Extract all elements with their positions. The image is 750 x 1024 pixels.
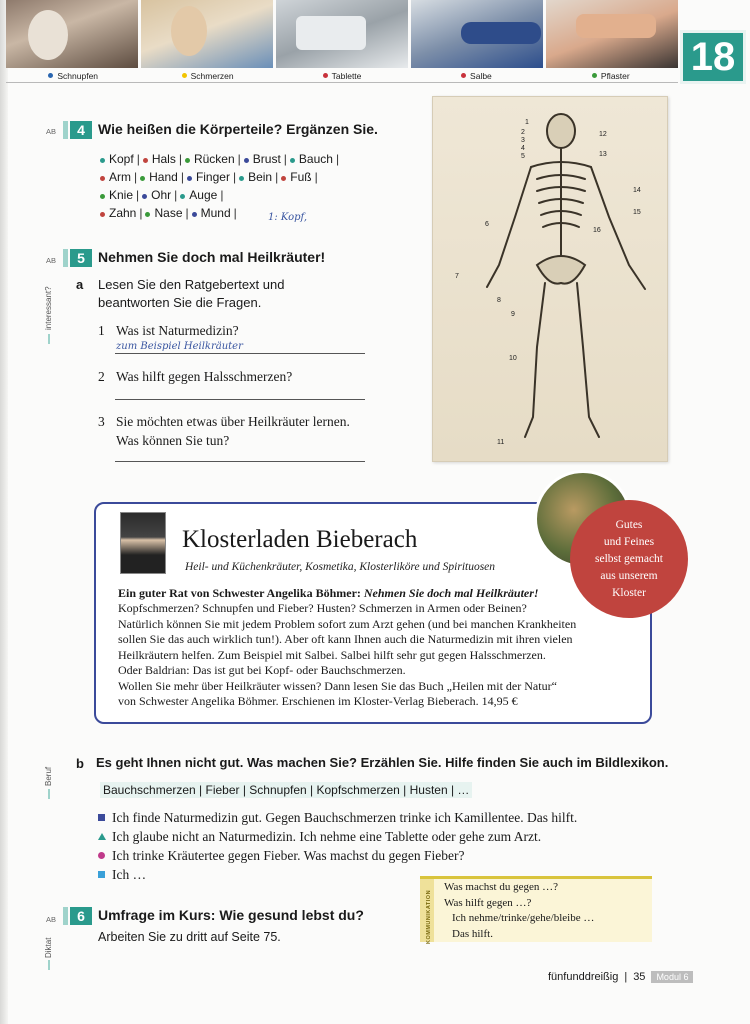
body-part-word bbox=[143, 152, 176, 166]
ab-label: AB bbox=[46, 127, 57, 136]
separator: | bbox=[314, 170, 318, 184]
body-part-word bbox=[290, 152, 333, 166]
photo-pflaster bbox=[546, 0, 678, 68]
color-dot bbox=[100, 212, 105, 217]
triangle-bullet-icon bbox=[98, 833, 106, 840]
modul-tag: Modul 6 bbox=[651, 971, 693, 983]
example-sentences bbox=[98, 808, 577, 884]
caption-item bbox=[409, 69, 543, 82]
separator: | bbox=[174, 188, 178, 202]
example-text: Ich glaube nicht an Naturmedizin. Ich nehme eine Tablette oder gehe zum Arzt. bbox=[112, 829, 542, 844]
chapter-number: 18 bbox=[680, 30, 746, 84]
skeleton-label: 10 bbox=[509, 355, 517, 362]
word-text: Bauch bbox=[298, 152, 333, 166]
phrase-line: Das hilft. bbox=[452, 927, 493, 940]
separator: | bbox=[237, 152, 241, 166]
color-dot bbox=[48, 73, 53, 78]
body-line: Kopfschmerzen? Schnupfen und Fieber? Husten? Schmerzen in Armen oder Beinen? bbox=[118, 601, 527, 615]
separator: | bbox=[185, 206, 189, 220]
skeleton-label: 12 bbox=[599, 131, 607, 138]
skeleton-label: 16 bbox=[593, 227, 601, 234]
side-label-interessant: interessant? bbox=[44, 286, 53, 330]
skeleton-label: 13 bbox=[599, 151, 607, 158]
body-part-word bbox=[180, 188, 217, 202]
skeleton-label: 9 bbox=[511, 311, 515, 318]
separator: | bbox=[134, 170, 138, 184]
color-dot bbox=[239, 176, 244, 181]
body-line: von Schwester Angelika Böhmer. Erschienen im Kloster-Verlag Bieberach. 14,95 € bbox=[118, 694, 518, 708]
separator: | bbox=[233, 206, 237, 220]
question-3 bbox=[98, 412, 350, 450]
question-number: 2 bbox=[98, 369, 105, 384]
color-dot bbox=[323, 73, 328, 78]
caption-item bbox=[544, 69, 678, 82]
body-part-word bbox=[100, 206, 136, 220]
color-dot bbox=[192, 212, 197, 217]
wordlist-line bbox=[100, 168, 370, 186]
body-part-word bbox=[281, 170, 311, 184]
word-text: Zahn bbox=[109, 206, 137, 220]
side-label-beruf: Beruf bbox=[44, 766, 53, 786]
color-dot bbox=[180, 194, 185, 199]
body-line: Oder Baldrian: Das ist gut bei Kopf- oder Bauchschmerzen. bbox=[118, 663, 406, 677]
kommunikation-phrases bbox=[444, 880, 594, 942]
caption-item bbox=[140, 69, 274, 82]
skeleton-label: 7 bbox=[455, 273, 459, 280]
separator: | bbox=[136, 152, 140, 166]
color-dot bbox=[461, 73, 466, 78]
badge-line: und Feines bbox=[603, 535, 655, 548]
separator: | bbox=[178, 152, 182, 166]
color-dot bbox=[100, 158, 105, 163]
example-text: Ich … bbox=[112, 867, 147, 882]
separator: | bbox=[335, 152, 340, 166]
kommunikation-tag: KOMMUNIKATION bbox=[426, 889, 432, 944]
body-line: sollen Sie das auch wirklich tun!). Aber oft kann Ihnen auch die Naturmedizin mit ihren vielen bbox=[118, 632, 573, 646]
body-part-word bbox=[192, 206, 231, 220]
word-text: Brust bbox=[252, 152, 281, 166]
exercise-number: 5 bbox=[70, 249, 92, 267]
color-dot bbox=[185, 158, 190, 163]
body-part-word bbox=[100, 170, 131, 184]
lead-bold: Ein guter Rat von Schwester Angelika Böhmer: bbox=[118, 586, 361, 600]
body-part-word bbox=[239, 170, 272, 184]
color-dot bbox=[143, 158, 148, 163]
footer-divider: | bbox=[624, 971, 628, 983]
color-dot bbox=[290, 158, 295, 163]
side-label-diktat: Diktat bbox=[44, 937, 53, 958]
photo-tablette bbox=[276, 0, 408, 68]
side-marker bbox=[48, 789, 50, 799]
body-line: Heilkräutern helfen. Zum Beispiel mit Salbei. Salbei hilft sehr gut gegen Halsschmerzen. bbox=[118, 647, 546, 662]
badge-line: aus unserem bbox=[600, 569, 658, 582]
book-spine-shadow bbox=[0, 0, 8, 1024]
body-line: Natürlich können Sie mit jedem Problem sofort zum Arzt gehen (und bei manchen Krankheiten bbox=[118, 616, 577, 631]
skeleton-illustration bbox=[432, 96, 668, 462]
nun-photo bbox=[120, 512, 166, 574]
word-text: Ohr bbox=[151, 188, 172, 202]
color-dot bbox=[145, 212, 150, 217]
example-line bbox=[98, 846, 577, 865]
color-dot bbox=[592, 73, 597, 78]
phrase-line: Was machst du gegen …? bbox=[444, 881, 558, 893]
question-number: 1 bbox=[98, 323, 105, 338]
body-part-word bbox=[145, 206, 182, 220]
caption-text: Pflaster bbox=[600, 70, 630, 81]
caption-item bbox=[275, 69, 409, 82]
separator: | bbox=[220, 188, 224, 202]
skeleton-label: 3 bbox=[521, 137, 525, 144]
color-dot bbox=[100, 176, 105, 181]
kloster-badge bbox=[570, 500, 688, 618]
exercise-title: Nehmen Sie doch mal Heilkräuter! bbox=[98, 249, 326, 265]
example-line bbox=[98, 827, 577, 846]
body-part-word bbox=[100, 152, 134, 166]
skeleton-drawing bbox=[433, 97, 669, 463]
klosterladen-subtitle: Heil- und Küchenkräuter, Kosmetika, Klosterliköre und Spirituosen bbox=[185, 561, 496, 573]
skeleton-label: 14 bbox=[633, 187, 641, 194]
square-bullet-icon bbox=[98, 871, 105, 878]
subtask-b-instruction: Es geht Ihnen nicht gut. Was machen Sie? Erzählen Sie. Hilfe finden Sie auch im Bildlexikon. bbox=[96, 755, 669, 770]
page-word: fünfunddreißig bbox=[548, 971, 619, 983]
subtask-instruction bbox=[98, 276, 284, 312]
example-line bbox=[98, 808, 577, 827]
separator: | bbox=[275, 170, 279, 184]
page-number: 35 bbox=[633, 971, 646, 983]
color-dot bbox=[182, 73, 187, 78]
skeleton-label: 6 bbox=[485, 221, 489, 228]
body-part-word bbox=[100, 188, 133, 202]
separator: | bbox=[180, 170, 184, 184]
body-part-word bbox=[244, 152, 281, 166]
color-dot bbox=[100, 194, 105, 199]
color-dot bbox=[140, 176, 145, 181]
caption-text: Salbe bbox=[470, 70, 492, 81]
word-text: Knie bbox=[109, 188, 134, 202]
side-marker bbox=[48, 334, 50, 344]
question-text: Was können Sie tun? bbox=[116, 433, 230, 448]
word-text: Bein bbox=[248, 170, 273, 184]
body-part-word bbox=[185, 152, 235, 166]
circle-bullet-icon bbox=[98, 852, 105, 859]
question-text: Sie möchten etwas über Heilkräuter lernen. bbox=[116, 414, 350, 429]
skeleton-label: 4 bbox=[521, 145, 525, 152]
exercise-title: Wie heißen die Körperteile? Ergänzen Sie. bbox=[98, 121, 378, 137]
body-part-word bbox=[140, 170, 178, 184]
color-dot bbox=[281, 176, 286, 181]
separator: | bbox=[136, 188, 140, 202]
exercise-subtitle: Arbeiten Sie zu dritt auf Seite 75. bbox=[98, 930, 281, 944]
word-text: Mund bbox=[200, 206, 231, 220]
word-text: Kopf bbox=[109, 152, 134, 166]
answer-line-1[interactable] bbox=[115, 353, 365, 354]
exercise-number: 6 bbox=[70, 907, 92, 925]
skeleton-label: 15 bbox=[633, 209, 641, 216]
question-2 bbox=[98, 367, 292, 386]
word-text: Auge bbox=[189, 188, 218, 202]
example-text: Ich trinke Kräutertee gegen Fieber. Was machst du gegen Fieber? bbox=[112, 848, 465, 863]
body-parts-wordlist bbox=[100, 150, 370, 222]
skeleton-label: 8 bbox=[497, 297, 501, 304]
instruction-line: Lesen Sie den Ratgebertext und bbox=[98, 277, 285, 292]
badge-line: selbst gemacht bbox=[594, 552, 664, 565]
skeleton-label: 5 bbox=[521, 153, 525, 160]
klosterladen-lead bbox=[118, 586, 539, 601]
lead-italic: Nehmen Sie doch mal Heilkräuter! bbox=[363, 586, 539, 600]
phrase-line: Ich nehme/trinke/gehe/bleibe … bbox=[452, 912, 595, 924]
caption-text: Schnupfen bbox=[57, 70, 99, 81]
badge-line: Gutes bbox=[615, 518, 643, 531]
photo-schnupfen bbox=[6, 0, 138, 68]
body-line: Wollen Sie mehr über Heilkräuter wissen? Dann lesen Sie das Buch „Heilen mit der Natur“ bbox=[118, 678, 557, 693]
color-dot bbox=[244, 158, 249, 163]
side-marker bbox=[48, 960, 50, 970]
photo-captions bbox=[6, 69, 678, 83]
separator: | bbox=[139, 206, 143, 220]
klosterladen-body bbox=[118, 601, 628, 710]
question-1 bbox=[98, 321, 239, 340]
photo-strip bbox=[6, 0, 678, 68]
color-dot bbox=[187, 176, 192, 181]
wordlist-line bbox=[100, 150, 370, 168]
photo-salbe bbox=[411, 0, 543, 68]
skeleton-label: 1 bbox=[525, 119, 529, 126]
question-text: Was hilft gegen Halsschmerzen? bbox=[116, 369, 293, 384]
word-text: Finger bbox=[195, 170, 230, 184]
wordlist-line bbox=[100, 204, 370, 222]
word-text: Fuß bbox=[290, 170, 312, 184]
body-part-word bbox=[187, 170, 230, 184]
exercise-title: Umfrage im Kurs: Wie gesund lebst du? bbox=[98, 907, 364, 923]
answer-line-3[interactable] bbox=[115, 461, 365, 462]
answer-line-2[interactable] bbox=[115, 399, 365, 400]
separator: | bbox=[283, 152, 287, 166]
question-number: 3 bbox=[98, 414, 105, 429]
word-text: Nase bbox=[154, 206, 183, 220]
subtask-letter: a bbox=[76, 277, 84, 292]
phrase-line: Was hilft gegen …? bbox=[444, 896, 532, 909]
caption-text: Schmerzen bbox=[190, 70, 234, 81]
badge-line: Kloster bbox=[612, 586, 646, 599]
word-text: Rücken bbox=[193, 152, 235, 166]
ab-label: AB bbox=[46, 256, 57, 265]
example-text: Ich finde Naturmedizin gut. Gegen Bauchschmerzen trinke ich Kamillentee. Das hilft. bbox=[112, 810, 578, 825]
caption-item bbox=[6, 69, 140, 82]
caption-text: Tablette bbox=[331, 70, 362, 81]
handwritten-answer: zum Beispiel Heilkräuter bbox=[116, 341, 243, 352]
skeleton-label: 11 bbox=[497, 439, 505, 446]
photo-schmerzen bbox=[141, 0, 273, 68]
exercise-number: 4 bbox=[70, 121, 92, 139]
skeleton-label: 2 bbox=[521, 129, 525, 136]
body-part-word bbox=[142, 188, 171, 202]
ab-label: AB bbox=[46, 915, 57, 924]
word-text: Hand bbox=[149, 170, 178, 184]
wordlist-line bbox=[100, 186, 370, 204]
instruction-line: beantworten Sie die Fragen. bbox=[98, 295, 262, 310]
word-text: Hals bbox=[151, 152, 176, 166]
symptom-wordlist: Bauchschmerzen | Fieber | Schnupfen | Kopfschmerzen | Husten | … bbox=[100, 782, 472, 798]
handwritten-note: 1: Kopf, bbox=[268, 212, 308, 223]
color-dot bbox=[142, 194, 147, 199]
word-text: Arm bbox=[109, 170, 131, 184]
separator: | bbox=[232, 170, 237, 184]
subtask-letter: b bbox=[76, 756, 84, 771]
square-bullet-icon bbox=[98, 814, 105, 821]
page-footer bbox=[548, 971, 693, 983]
question-text: Was ist Naturmedizin? bbox=[116, 323, 239, 338]
klosterladen-title: Klosterladen Bieberach bbox=[182, 526, 418, 553]
